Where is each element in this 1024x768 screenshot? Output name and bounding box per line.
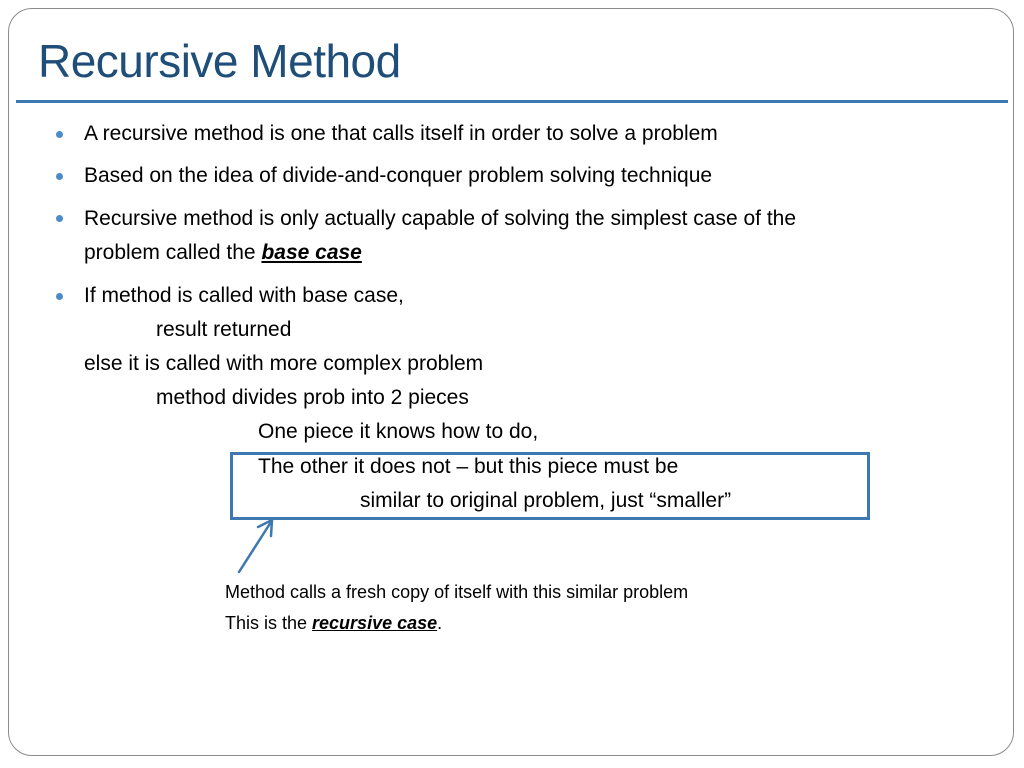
bullet-3-line-2-prefix: problem called the: [84, 241, 262, 264]
slide-title: Recursive Method: [38, 35, 401, 87]
bullet-dot-1: [56, 131, 63, 138]
base-case-term: base case: [261, 241, 362, 264]
callout-line-2-prefix: This is the: [225, 613, 313, 633]
bullet-1: A recursive method is one that calls itself in order to solve a problem: [84, 122, 718, 145]
bullet-4-line-6: The other it does not – but this piece must be: [258, 455, 679, 478]
bullet-4-line-1: If method is called with base case,: [84, 284, 404, 307]
bullet-3-line-2: [84, 236, 362, 270]
bullet-4-line-3: else it is called with more complex problem: [84, 352, 484, 375]
bullet-4-line-2: result returned: [156, 318, 292, 341]
bullet-3-line-1: Recursive method is only actually capable of solving the simplest case of the: [84, 207, 797, 230]
bullet-dot-4: [56, 293, 63, 300]
bullet-4-line-4: method divides prob into 2 pieces: [156, 386, 469, 409]
callout-line-2-suffix: .: [437, 613, 443, 633]
recursive-case-term: recursive case: [312, 613, 438, 633]
bullet-2: Based on the idea of divide-and-conquer problem solving technique: [84, 164, 713, 187]
callout-line-1: Method calls a fresh copy of itself with this similar problem: [225, 582, 689, 602]
title-divider: [16, 100, 1008, 103]
bullet-4-line-5: One piece it knows how to do,: [258, 420, 539, 443]
bullet-dot-2: [56, 173, 63, 180]
bullet-dot-3: [56, 215, 63, 222]
callout-line-2: [225, 608, 442, 638]
bullet-4-line-7: similar to original problem, just “smaller”: [360, 489, 732, 512]
